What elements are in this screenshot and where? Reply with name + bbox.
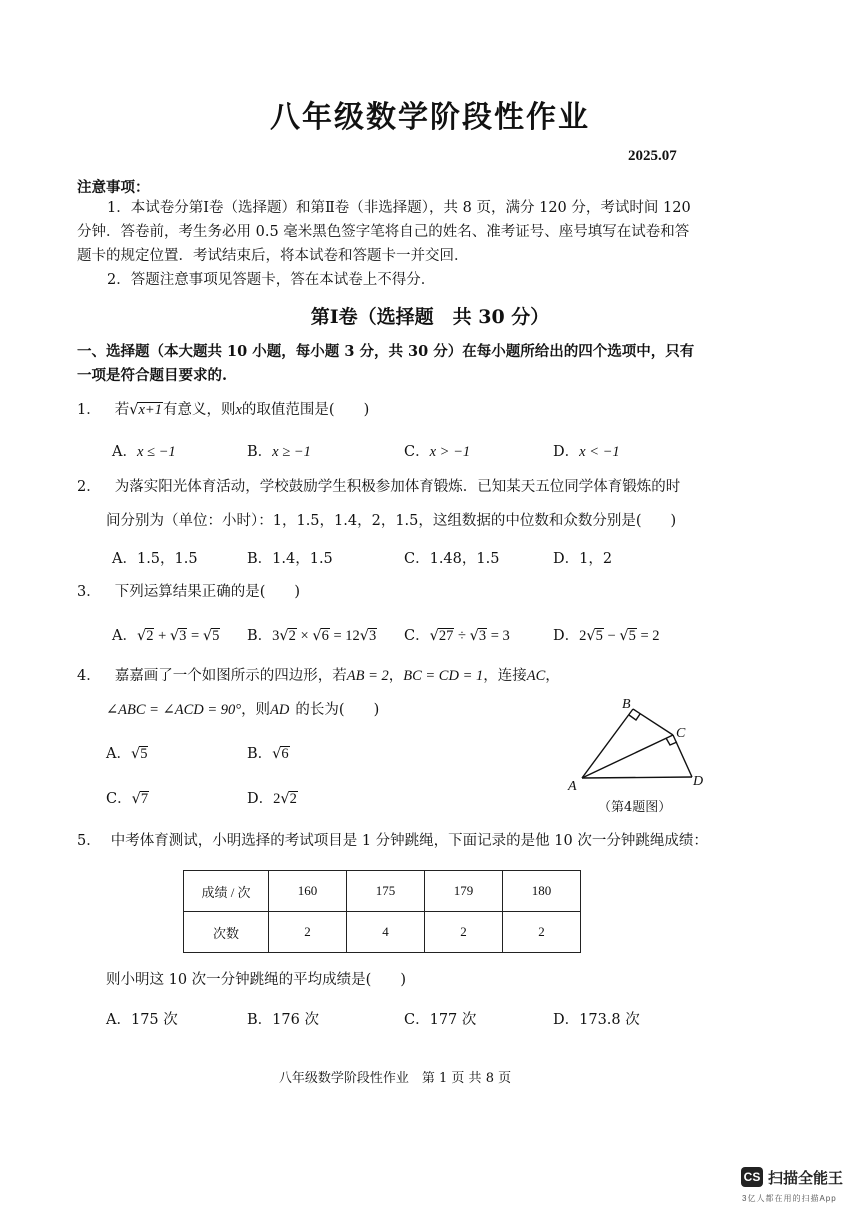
radicand: x+1	[138, 402, 162, 418]
table-cell: 180	[503, 871, 581, 912]
q3-option-d: D．2√5 − √5 = 2	[553, 628, 660, 644]
scanner-logo-icon: CS	[741, 1167, 763, 1187]
table-row	[184, 912, 581, 953]
section-instruction-line2: 一项是符合题目要求的.	[77, 367, 228, 384]
q2-option-b: B．1.4，1.5	[247, 551, 333, 567]
q1-option-b: B．x ≥ −1	[247, 444, 311, 460]
notice-item2: 2．答题注意事项见答题卡，答在本试卷上不得分．	[107, 272, 436, 288]
q4-option-a: A．√5	[106, 746, 148, 762]
quadrilateral-figure	[560, 690, 720, 820]
q5-option-a: A．175 次	[106, 1012, 178, 1028]
segment-cd	[673, 735, 692, 777]
table-cell: 4	[347, 912, 425, 953]
table-cell: 179	[425, 871, 503, 912]
segment-ad	[582, 777, 692, 778]
question-2-line2: 间分别为（单位：小时）：1，1.5，1.4，2，1.5，这组数据的中位数和众数分别是( )	[106, 513, 677, 529]
figure-caption: （第4题图）	[598, 800, 672, 815]
q2-option-d: D．1，2	[553, 551, 613, 567]
table-cell: 175	[347, 871, 425, 912]
question-5-stem: 5． 中考体育测试，小明选择的考试项目是 1 分钟跳绳，下面记录的是他 10 次一分钟跳绳成绩：	[77, 833, 708, 849]
q2-option-a: A．1.5，1.5	[112, 551, 198, 567]
q4-option-c: C．√7	[106, 791, 149, 807]
point-label-a: A	[568, 779, 577, 794]
table-cell: 2	[425, 912, 503, 953]
question-2-line1: 2． 为落实阳光体育活动，学校鼓励学生积极参加体育锻炼．已知某天五位同学体育锻炼的时	[77, 479, 681, 495]
q5-option-b: B．176 次	[247, 1012, 319, 1028]
page-title: 八年级数学阶段性作业	[270, 100, 590, 135]
q5-option-c: C．177 次	[404, 1012, 477, 1028]
scanner-brand: 扫描全能王	[768, 1170, 844, 1187]
question-5-question: 则小明这 10 次一分钟跳绳的平均成绩是( )	[106, 972, 406, 988]
section-title: 第Ⅰ卷（选择题 共 30 分）	[310, 306, 550, 328]
table-row	[184, 871, 581, 912]
question-3-stem: 3． 下列运算结果正确的是( )	[77, 584, 301, 600]
table-header-cell: 次数	[184, 912, 269, 953]
notice-item1-line2: 分钟．答卷前，考生务必用 0.5 毫米黑色签字笔将自己的姓名、准考证号、座号填写在试卷和答	[77, 224, 690, 240]
point-label-c: C	[676, 726, 686, 741]
q4-option-b: B．√6	[247, 746, 289, 762]
table-header-cell: 成绩 / 次	[184, 871, 269, 912]
notice-item1-line1: 1．本试卷分第Ⅰ卷（选择题）和第Ⅱ卷（非选择题），共 8 页，满分 120 分，考试时间 120	[107, 200, 691, 216]
point-label-b: B	[622, 697, 631, 712]
exam-date: 2025.07	[628, 148, 677, 164]
table-cell: 160	[269, 871, 347, 912]
right-angle-b	[629, 714, 640, 720]
table-cell: 2	[503, 912, 581, 953]
page-footer: 八年级数学阶段性作业 第 1 页 共 8 页	[278, 1071, 512, 1086]
q1-option-c: C．x > −1	[404, 444, 471, 460]
q1-option-a: A．x ≤ −1	[112, 444, 176, 460]
q3-option-b: B．3√2 × √6 = 12√3	[247, 628, 377, 644]
q3-option-a: A．√2 + √3 = √5	[112, 628, 220, 644]
q3-option-c: C．√27 ÷ √3 = 3	[404, 628, 510, 644]
scanner-tagline: 3亿人都在用的扫描App	[742, 1194, 837, 1203]
question-4-line2: ∠ABC = ∠ACD = 90°，则AD 的长为( )	[106, 702, 380, 718]
question-4-line1: 4． 嘉嘉画了一个如图所示的四边形，若AB = 2，BC = CD = 1，连接AC，	[77, 668, 560, 684]
table-cell: 2	[269, 912, 347, 953]
section-instruction: 一、选择题（本大题共 10 小题，每小题 3 分，共 30 分）在每小题所给出的四个选项中，只有	[77, 343, 695, 360]
notice-heading: 注意事项：	[77, 179, 150, 196]
segment-ac	[582, 735, 673, 778]
q4-option-d: D．2√2	[247, 791, 297, 807]
segment-ab	[582, 709, 633, 778]
q5-option-d: D．173.8 次	[553, 1012, 640, 1028]
question-number: 1．	[77, 402, 101, 418]
q1-option-d: D．x < −1	[553, 444, 620, 460]
segment-bc	[633, 709, 673, 735]
question-1-stem: 1． 若√x+1有意义，则x的取值范围是( )	[77, 402, 370, 418]
q2-option-c: C．1.48，1.5	[404, 551, 500, 567]
score-table	[183, 870, 581, 953]
notice-item1-line3: 题卡的规定位置．考试结束后，将本试卷和答题卡一并交回．	[77, 248, 469, 264]
point-label-d: D	[693, 774, 704, 789]
